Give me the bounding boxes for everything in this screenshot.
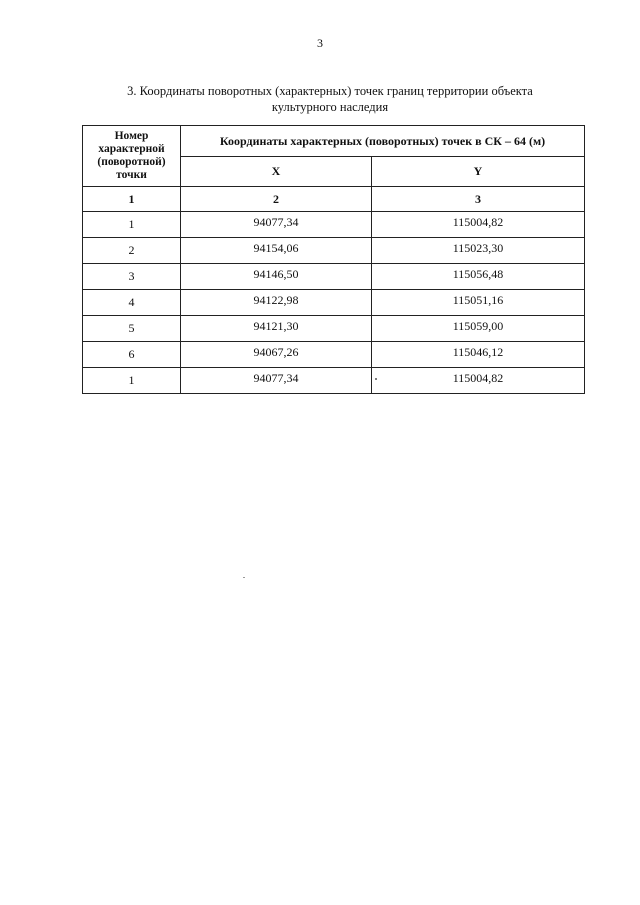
x-cell: 94077,34 [181,212,372,238]
x-cell: 94122,98 [181,290,372,316]
section-title-line-2: культурного наследия [271,100,389,114]
coordinates-table [82,125,585,394]
column-number-1: 1 [83,187,181,212]
table-row [83,316,585,342]
scan-speck [375,378,377,380]
table-row [83,212,585,238]
header-point-number [83,126,181,187]
point-cell: 1 [83,212,181,238]
point-cell: 1 [83,368,181,394]
header-y: Y [372,157,585,187]
point-cell: 2 [83,238,181,264]
scan-speck [243,577,245,578]
table-header-row-1 [83,126,585,157]
section-title [120,83,540,115]
y-cell: 115059,00 [372,316,585,342]
header-point-line-2: характерной [98,143,165,155]
page-number: 3 [317,36,323,50]
y-cell: 115051,16 [372,290,585,316]
y-cell: 115056,48 [372,264,585,290]
x-cell: 94067,26 [181,342,372,368]
section-title-line-1: 3. Координаты поворотных (характерных) точек границ территории объекта [127,84,533,98]
x-cell: 94077,34 [181,368,372,394]
column-number-row [83,187,585,212]
table-row [83,290,585,316]
column-number-2: 2 [181,187,372,212]
point-cell: 6 [83,342,181,368]
y-cell: 115004,82 [372,212,585,238]
table-row [83,238,585,264]
point-cell: 5 [83,316,181,342]
table-row [83,342,585,368]
y-cell: 115004,82 [372,368,585,394]
header-point-line-3: (поворотной) [97,156,166,168]
x-cell: 94121,30 [181,316,372,342]
y-cell: 115023,30 [372,238,585,264]
header-point-line-4: точки [116,169,147,181]
y-cell: 115046,12 [372,342,585,368]
table-row [83,368,585,394]
header-coordinates: Координаты характерных (поворотных) точек в СК – 64 (м) [181,126,585,157]
point-cell: 4 [83,290,181,316]
column-number-3: 3 [372,187,585,212]
header-point-line-1: Номер [114,130,149,142]
header-x: X [181,157,372,187]
x-cell: 94154,06 [181,238,372,264]
table-row [83,264,585,290]
x-cell: 94146,50 [181,264,372,290]
point-cell: 3 [83,264,181,290]
